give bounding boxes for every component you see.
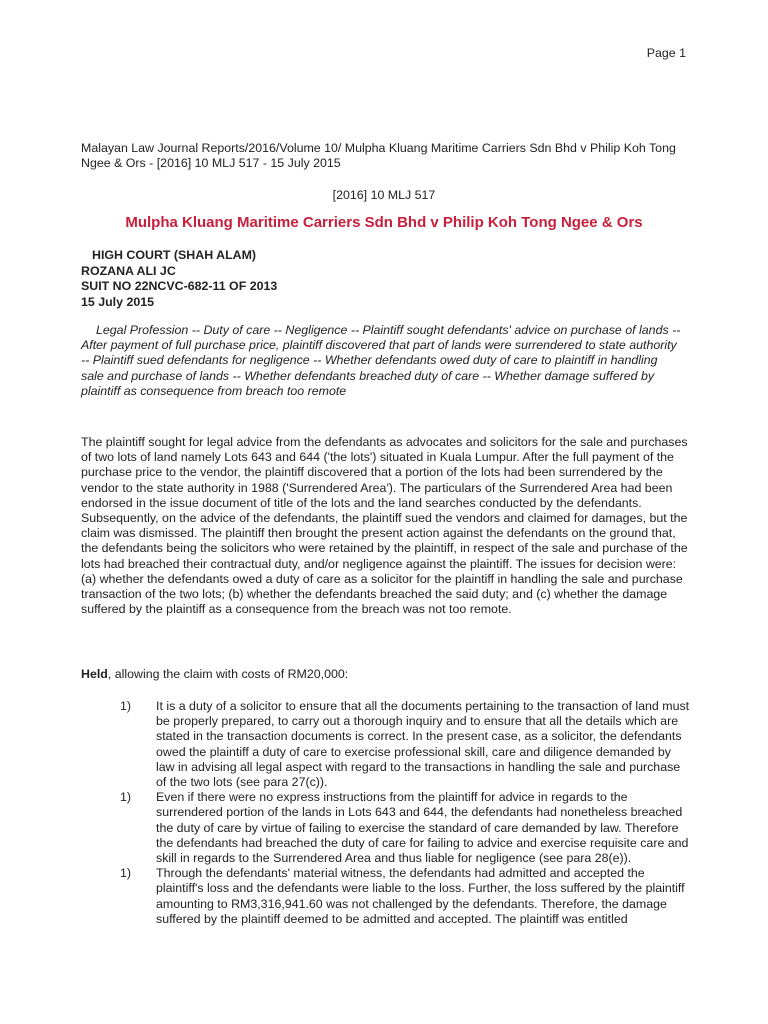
- holding-text: Even if there were no express instructions from the plaintiff for advice in regards to the surrendered portion of the lands in Lots 643 and 644, the defendants had nonetheless breached the duty of care by virtue of failing to exercise the standard of care demanded by law. Therefore the defendants had breached the duty of care for failing to advice and exercise requisite care and skill in regards to the Surrendered Area and thus liable for negligence (see para 28(e)).: [156, 790, 689, 866]
- held-text: , allowing the claim with costs of RM20,000:: [107, 667, 349, 681]
- case-title: Mulpha Kluang Maritime Carriers Sdn Bhd v Philip Koh Tong Ngee & Ors: [125, 214, 643, 231]
- court-block: [81, 248, 277, 310]
- source-line: Malayan Law Journal Reports/2016/Volume 10/ Mulpha Kluang Maritime Carriers Sdn Bhd v Philip Koh Tong Ngee & Ors - [2016] 10 MLJ 517 - 15 July 2015: [81, 141, 676, 171]
- court-name: HIGH COURT (SHAH ALAM): [92, 248, 257, 262]
- suit-number: SUIT NO 22NCVC-682-11 OF 2013: [81, 279, 278, 293]
- held-line: [81, 667, 348, 682]
- holding-item: [81, 699, 691, 790]
- page-number: Page 1: [646, 46, 686, 60]
- catchwords: Legal Profession -- Duty of care -- Negligence -- Plaintiff sought defendants' advice on purchase of lands -- After payment of full purchase price, plaintiff discovered that part of lands were surrendered to state authority -- Plaintiff sued defendants for negligence -- Whether defendants owed duty of care to plaintiff in handling sale and purchase of lands -- Whether defendants breached duty of care -- Whether damage suffered by plaintiff as consequence from breach too remote: [81, 323, 681, 398]
- holding-item: [81, 866, 691, 927]
- citation: [2016] 10 MLJ 517: [332, 188, 436, 202]
- holding-number: 1): [120, 866, 132, 881]
- holding-number: 1): [120, 699, 132, 713]
- holding-text: Through the defendants' material witness, the defendants had admitted and accepted the plaintiff's loss and the defendants were liable to the loss. Further, the loss suffered by the plaintiff amounting to RM3,316,941.60 was not challenged by the defendants. Therefore, the damage suffered by the plaintiff deemed to be admitted and accepted. The plaintiff was entitled: [156, 866, 685, 926]
- holding-item: [81, 790, 691, 866]
- holding-text: It is a duty of a solicitor to ensure that all the documents pertaining to the transaction of land must be properly prepared, to carry out a thorough inquiry and to ensure that all the details which are stated in the transaction documents is correct. In the present case, as a solicitor, the defendants owed the plaintiff a duty of care to exercise professional skill, care and diligence demanded by law in advising all legal aspect with regard to the transactions in handling the sale and purchase of the two lots (see para 27(c)).: [156, 699, 690, 790]
- holdings-list: [81, 699, 691, 927]
- held-label: Held: [81, 667, 108, 681]
- case-summary: The plaintiff sought for legal advice from the defendants as advocates and solicitors for the sale and purchases of two lots of land namely Lots 643 and 644 ('the lots') situated in Kuala Lumpur. After the full payment of the purchase price to the vendor, the plaintiff discovered that a portion of the lots had been surrendered by the vendor to the state authority in 1988 ('Surrendered Area'). The particulars of the Surrendered Area had been endorsed in the issue document of title of the lots and the land searches conducted by the defendants. Subsequently, on the advice of the defendants, the plaintiff sued the vendors and claimed for damages, but the claim was dismissed. The plaintiff then brought the present action against the defendants on the ground that, the defendants being the solicitors who were retained by the plaintiff, in respect of the sale and purchase of the lots had breached their contractual duty, and/or negligence against the plaintiff. The issues for decision were: (a) whether the defendants owed a duty of care as a solicitor for the plaintiff in handling the sale and purchase transaction of the two lots; (b) whether the defendants breached the said duty; and (c) whether the damage suffered by the plaintiff as a consequence from the breach was not too remote.: [81, 435, 688, 617]
- judgment-date: 15 July 2015: [81, 294, 155, 309]
- holding-number: 1): [120, 790, 132, 805]
- judge-name: ROZANA ALI JC: [81, 263, 176, 278]
